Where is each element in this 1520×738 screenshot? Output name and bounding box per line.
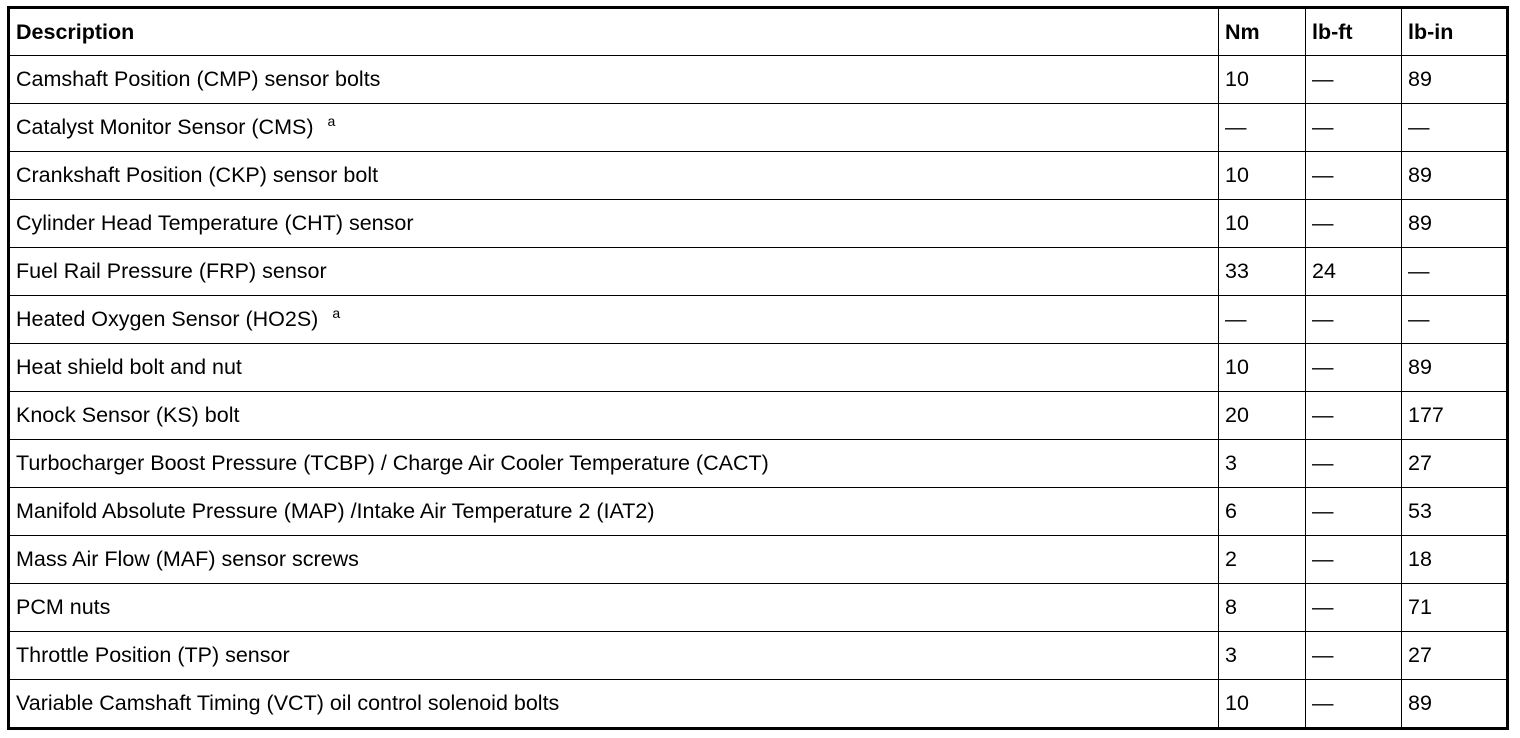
cell-lbft: — <box>1306 151 1402 199</box>
table-row <box>9 391 1508 439</box>
cell-lbin: 89 <box>1402 56 1508 104</box>
cell-lbin: 89 <box>1402 151 1508 199</box>
description-text: Fuel Rail Pressure (FRP) sensor <box>16 258 327 283</box>
cell-nm: 6 <box>1219 487 1306 535</box>
table-row <box>9 631 1508 679</box>
cell-nm: 3 <box>1219 439 1306 487</box>
description-text: Throttle Position (TP) sensor <box>16 642 290 667</box>
header-lbin: lb-in <box>1402 8 1508 56</box>
cell-description <box>9 151 1219 199</box>
cell-nm: — <box>1219 103 1306 151</box>
cell-nm: 10 <box>1219 199 1306 247</box>
cell-lbft: — <box>1306 487 1402 535</box>
cell-lbft: — <box>1306 103 1402 151</box>
table-row <box>9 583 1508 631</box>
cell-description <box>9 295 1219 343</box>
cell-description <box>9 103 1219 151</box>
table-body <box>9 56 1508 729</box>
cell-description <box>9 439 1219 487</box>
header-lbft: lb-ft <box>1306 8 1402 56</box>
cell-description <box>9 56 1219 104</box>
cell-lbin: — <box>1402 247 1508 295</box>
cell-nm: 10 <box>1219 151 1306 199</box>
cell-description <box>9 535 1219 583</box>
description-text: Crankshaft Position (CKP) sensor bolt <box>16 162 379 187</box>
description-text: Knock Sensor (KS) bolt <box>16 402 240 427</box>
cell-lbft: — <box>1306 391 1402 439</box>
cell-lbft: — <box>1306 583 1402 631</box>
cell-description <box>9 343 1219 391</box>
header-description: Description <box>9 8 1219 56</box>
cell-lbft: — <box>1306 199 1402 247</box>
table-row <box>9 56 1508 104</box>
cell-nm: 10 <box>1219 56 1306 104</box>
cell-lbft: 24 <box>1306 247 1402 295</box>
cell-lbin: 27 <box>1402 439 1508 487</box>
table-row <box>9 343 1508 391</box>
description-text: Cylinder Head Temperature (CHT) sensor <box>16 210 414 235</box>
cell-description <box>9 631 1219 679</box>
cell-lbft: — <box>1306 535 1402 583</box>
table-row <box>9 679 1508 728</box>
cell-lbin: 18 <box>1402 535 1508 583</box>
description-text: Catalyst Monitor Sensor (CMS) <box>16 114 314 139</box>
cell-nm: — <box>1219 295 1306 343</box>
table-row <box>9 103 1508 151</box>
table-row <box>9 535 1508 583</box>
cell-lbin: 89 <box>1402 199 1508 247</box>
description-text: Heated Oxygen Sensor (HO2S) <box>16 306 319 331</box>
table-row <box>9 487 1508 535</box>
table-row <box>9 199 1508 247</box>
cell-lbin: 71 <box>1402 583 1508 631</box>
cell-lbin: 89 <box>1402 679 1508 728</box>
table-row <box>9 151 1508 199</box>
cell-description <box>9 199 1219 247</box>
cell-description <box>9 391 1219 439</box>
cell-lbft: — <box>1306 631 1402 679</box>
cell-nm: 10 <box>1219 679 1306 728</box>
cell-nm: 8 <box>1219 583 1306 631</box>
cell-nm: 10 <box>1219 343 1306 391</box>
cell-lbin: 53 <box>1402 487 1508 535</box>
table-row <box>9 247 1508 295</box>
cell-description <box>9 487 1219 535</box>
cell-nm: 20 <box>1219 391 1306 439</box>
cell-description <box>9 583 1219 631</box>
cell-nm: 2 <box>1219 535 1306 583</box>
footnote-marker: a <box>332 304 341 321</box>
description-text: Variable Camshaft Timing (VCT) oil control solenoid bolts <box>16 690 560 715</box>
cell-lbin: — <box>1402 295 1508 343</box>
cell-lbft: — <box>1306 343 1402 391</box>
table-row <box>9 439 1508 487</box>
cell-lbft: — <box>1306 56 1402 104</box>
torque-spec-table <box>7 6 1509 730</box>
cell-lbin: 177 <box>1402 391 1508 439</box>
table-header-row <box>9 8 1508 56</box>
cell-lbin: 27 <box>1402 631 1508 679</box>
cell-lbin: — <box>1402 103 1508 151</box>
table-row <box>9 295 1508 343</box>
description-text: Camshaft Position (CMP) sensor bolts <box>16 66 381 91</box>
cell-lbft: — <box>1306 439 1402 487</box>
cell-nm: 3 <box>1219 631 1306 679</box>
cell-lbft: — <box>1306 295 1402 343</box>
description-text: Mass Air Flow (MAF) sensor screws <box>16 546 359 571</box>
footnote-marker: a <box>327 112 336 129</box>
cell-description <box>9 679 1219 728</box>
description-text: PCM nuts <box>16 594 111 619</box>
header-nm: Nm <box>1219 8 1306 56</box>
cell-lbft: — <box>1306 679 1402 728</box>
description-text: Turbocharger Boost Pressure (TCBP) / Charge Air Cooler Temperature (CACT) <box>16 450 769 475</box>
cell-nm: 33 <box>1219 247 1306 295</box>
description-text: Heat shield bolt and nut <box>16 354 242 379</box>
cell-description <box>9 247 1219 295</box>
cell-lbin: 89 <box>1402 343 1508 391</box>
description-text: Manifold Absolute Pressure (MAP) /Intake Air Temperature 2 (IAT2) <box>16 498 655 523</box>
